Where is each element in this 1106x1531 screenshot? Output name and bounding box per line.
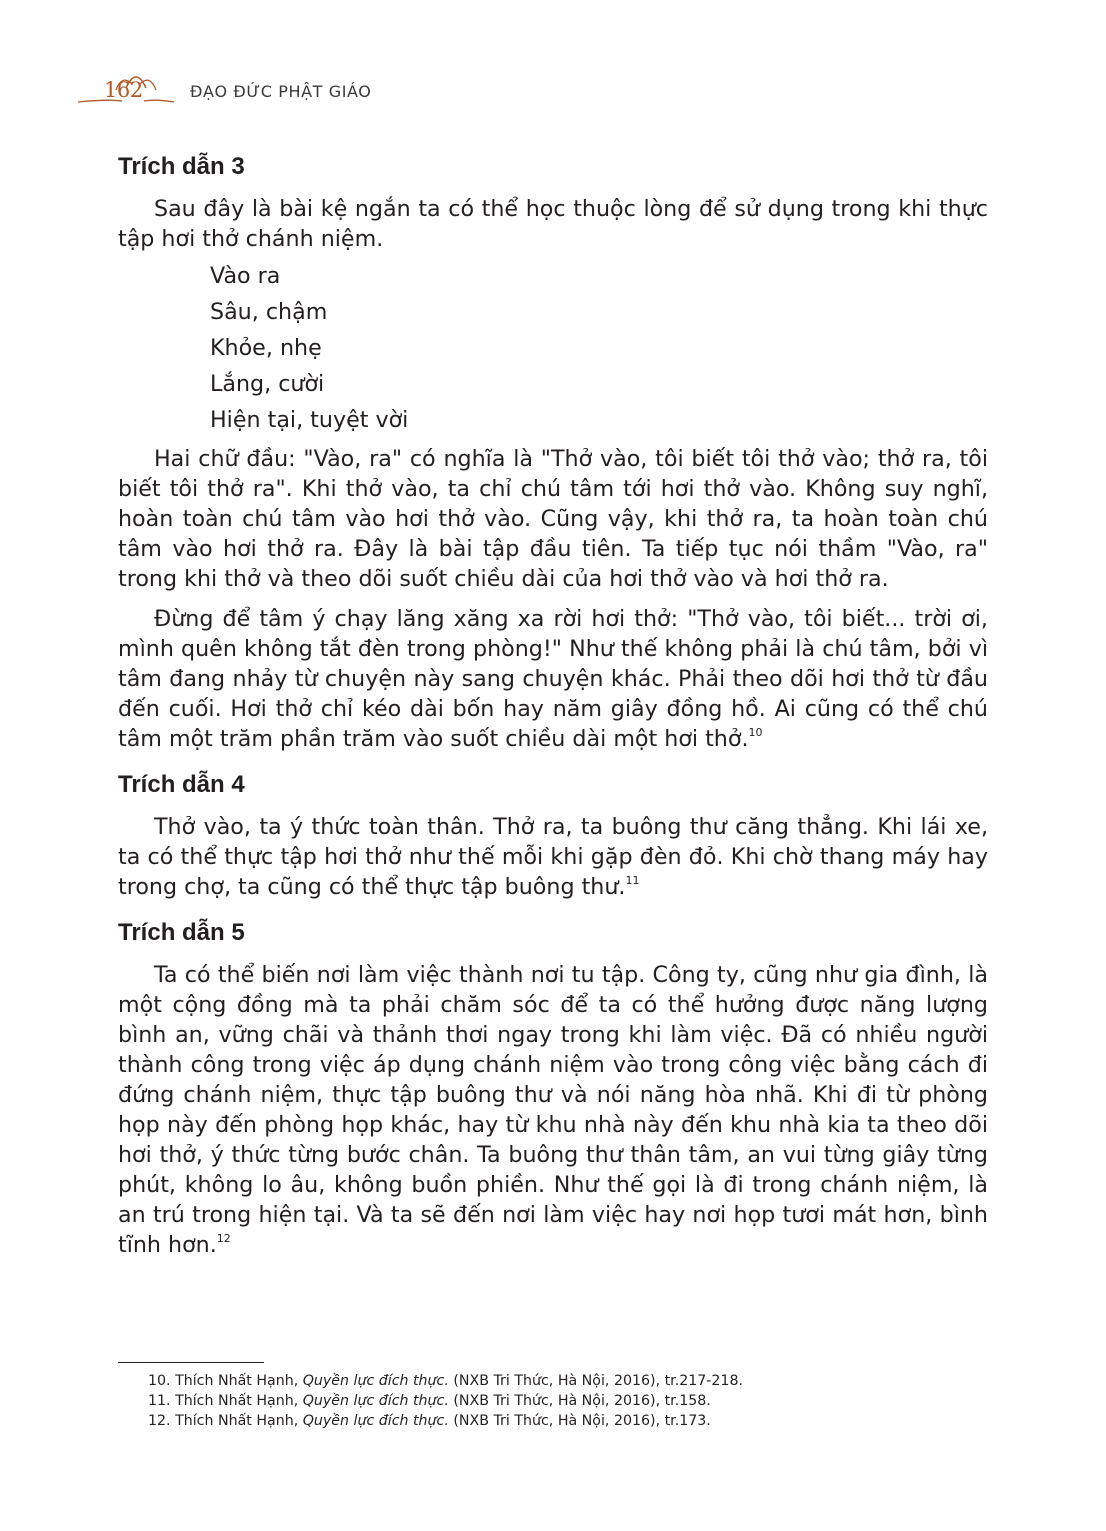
paragraph-text: Đừng để tâm ý chạy lăng xăng xa rời hơi thở: "Thở vào, tôi biết... trời ơi, mình quên không tắt đèn trong phòng!" Như thế không phải là chú tâm, bởi vì tâm đang nhảy từ chuyện này sang chuyện khác. Phải theo dõi hơi thở từ đầu đến cuối. Hơi thở chỉ kéo dài bốn hay năm giây đồng hồ. Ai cũng có thể chú tâm một trăm phần trăm vào suốt chiều dài một hơi thở. — [118, 606, 988, 752]
footnote-item — [148, 1411, 988, 1431]
footnote-lead: 11. Thích Nhất Hạnh, — [148, 1393, 303, 1409]
footnote-rest: (NXB Tri Thức, Hà Nội, 2016), tr.173. — [448, 1413, 711, 1429]
section3-paragraph-2 — [118, 604, 988, 754]
footnote-rest: (NXB Tri Thức, Hà Nội, 2016), tr.217-218. — [448, 1373, 743, 1389]
footnote-item — [148, 1371, 988, 1391]
footnote-rest: (NXB Tri Thức, Hà Nội, 2016), tr.158. — [448, 1393, 711, 1409]
footnote-divider — [118, 1362, 264, 1363]
section4-paragraph — [118, 812, 988, 902]
footnote-item — [148, 1391, 988, 1411]
footnote-title: Quyền lực đích thực. — [302, 1393, 449, 1409]
verse-line: Hiện tại, tuyệt vời — [210, 407, 409, 433]
footnote-ref: 10 — [748, 726, 763, 739]
section-heading-4: Trích dẫn 4 — [118, 771, 245, 798]
footnote-title: Quyền lực đích thực. — [302, 1373, 449, 1389]
verse-line: Khỏe, nhẹ — [210, 335, 322, 361]
verse-line: Vào ra — [210, 263, 281, 289]
verse-list — [210, 258, 988, 438]
section-heading-5: Trích dẫn 5 — [118, 919, 245, 946]
paragraph-text: Ta có thể biến nơi làm việc thành nơi tu tập. Công ty, cũng như gia đình, là một cộng đồng mà ta phải chăm sóc để ta có thể hưởng được năng lượng bình an, vững chãi và thảnh thơi ngay trong khi làm việc. Đã có nhiều người thành công trong việc áp dụng chánh niệm vào trong công việc bằng cách đi đứng chánh niệm, thực tập buông thư và nói năng hòa nhã. Khi đi từ phòng họp này đến phòng họp khác, hay từ khu nhà này đến khu nhà kia ta theo dõi hơi thở, ý thức từng bước chân. Ta buông thư thân tâm, an vui từng giây từng phút, không lo âu, không buồn phiền. Như thế gọi là đi trong chánh niệm, là an trú trong hiện tại. Và ta sẽ đến nơi làm việc hay nơi họp tươi mát hơn, bình tĩnh hơn. — [118, 962, 988, 1258]
footnote-title: Quyền lực đích thực. — [302, 1413, 449, 1429]
page-number: 162 — [104, 78, 143, 102]
footnote-lead: 12. Thích Nhất Hạnh, — [148, 1413, 303, 1429]
section5-paragraph — [118, 960, 988, 1260]
footnotes — [118, 1362, 988, 1431]
verse-line: Sâu, chậm — [210, 299, 328, 325]
verse-line: Lắng, cười — [210, 371, 325, 397]
paragraph-text: Thở vào, ta ý thức toàn thân. Thở ra, ta buông thư căng thẳng. Khi lái xe, ta có thể thực tập hơi thở như thế mỗi khi gặp đèn đỏ. Khi chờ thang máy hay trong chợ, ta cũng có thể thực tập buông thư. — [118, 814, 988, 900]
page-header — [78, 68, 378, 108]
section-heading-3: Trích dẫn 3 — [118, 153, 245, 180]
section3-intro: Sau đây là bài kệ ngắn ta có thể học thuộc lòng để sử dụng trong khi thực tập hơi thở chánh niệm. — [118, 196, 988, 252]
main-content — [118, 150, 988, 1260]
section3-paragraph-1: Hai chữ đầu: "Vào, ra" có nghĩa là "Thở vào, tôi biết tôi thở vào; thở ra, tôi biết tôi thở ra". Khi thở vào, ta chỉ chú tâm tới hơi thở vào. Không suy nghĩ, hoàn toàn chú tâm vào hơi thở vào. Cũng vậy, khi thở ra, ta hoàn toàn chú tâm vào hơi thở ra. Đây là bài tập đầu tiên. Ta tiếp tục nói thầm "Vào, ra" trong khi thở và theo dõi suốt chiều dài của hơi thở vào và hơi thở ra. — [118, 446, 988, 592]
footnote-ref: 11 — [625, 874, 640, 887]
footnote-lead: 10. Thích Nhất Hạnh, — [148, 1373, 303, 1389]
running-title: ĐẠO ĐỨC PHẬT GIÁO — [190, 82, 372, 101]
footnote-ref: 12 — [216, 1232, 231, 1245]
